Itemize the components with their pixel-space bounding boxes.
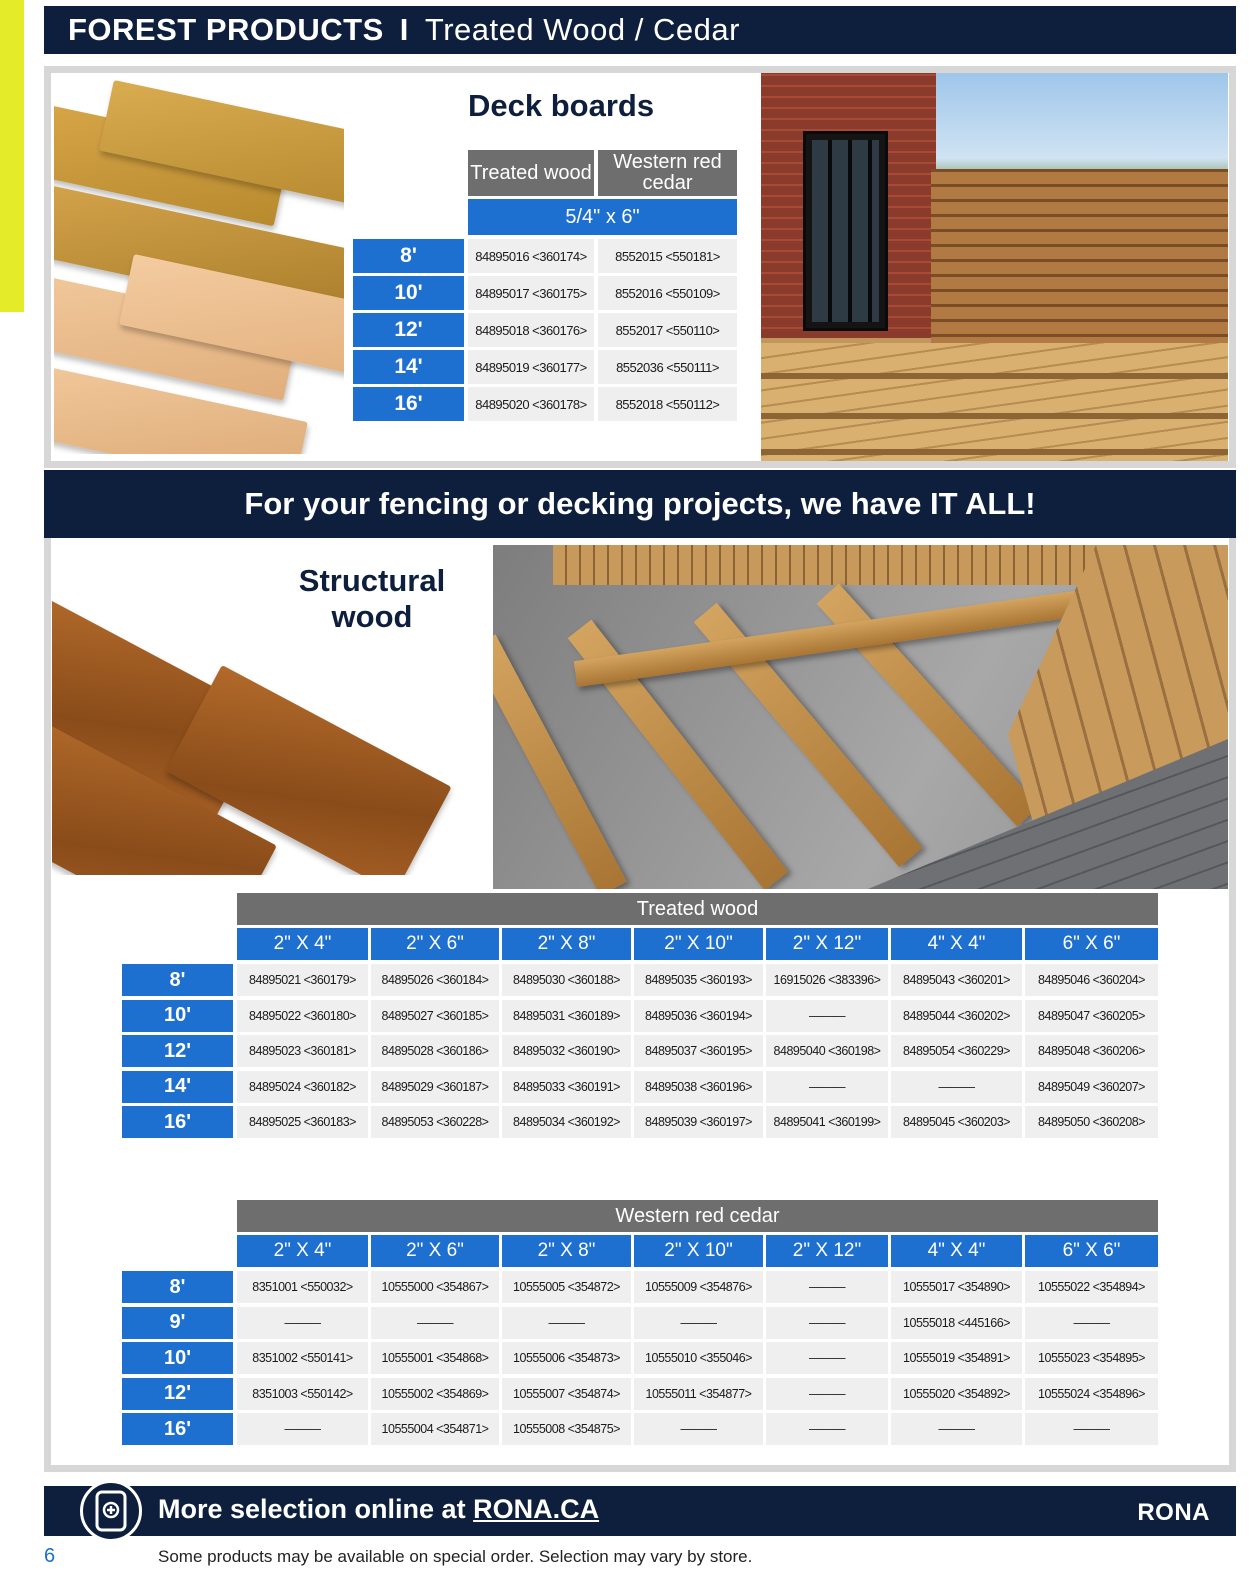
treated-cell: 84895021 <360179> <box>237 964 368 996</box>
online-shop-icon <box>80 1480 142 1542</box>
treated-cell: 84895027 <360185> <box>371 1000 499 1032</box>
deck-cell-treated: 84895018 <360176> <box>468 313 594 347</box>
treated-cell: 84895048 <360206> <box>1025 1035 1158 1067</box>
cedar-cell: 10555022 <354894> <box>1025 1271 1158 1303</box>
cedar-cell: 10555018 <445166> <box>891 1307 1022 1339</box>
deck-col-header-treated: Treated wood <box>468 150 594 196</box>
treated-cell: 84895030 <360188> <box>502 964 631 996</box>
cedar-cell: ——— <box>766 1307 888 1339</box>
treated-cell: 16915026 <383396> <box>766 964 888 996</box>
treated-cell: 84895022 <360180> <box>237 1000 368 1032</box>
deck-cell-treated: 84895016 <360174> <box>468 239 594 273</box>
treated-size-header: 2" X 4" <box>237 928 368 960</box>
cedar-cell: 10555009 <354876> <box>634 1271 763 1303</box>
treated-cell: 84895049 <360207> <box>1025 1071 1158 1103</box>
cedar-table-title: Western red cedar <box>237 1200 1158 1232</box>
treated-cell: 84895053 <360228> <box>371 1106 499 1138</box>
footer-cta <box>158 1494 599 1525</box>
treated-cell: 84895025 <360183> <box>237 1106 368 1138</box>
cedar-cell: ——— <box>634 1413 763 1445</box>
cedar-cell: ——— <box>1025 1413 1158 1445</box>
deck-boards-image <box>54 74 344 454</box>
cedar-size-header: 2" X 8" <box>502 1235 631 1267</box>
treated-cell: 84895036 <360194> <box>634 1000 763 1032</box>
treated-cell: 84895044 <360202> <box>891 1000 1022 1032</box>
treated-cell: 84895047 <360205> <box>1025 1000 1158 1032</box>
cedar-cell: 10555010 <355046> <box>634 1342 763 1374</box>
cedar-row-length: 8' <box>122 1271 233 1303</box>
deck-boards-title: Deck boards <box>468 88 655 123</box>
structural-title-line-1: Structural <box>298 563 446 598</box>
cedar-cell: 10555000 <354867> <box>371 1271 499 1303</box>
treated-size-header: 4" X 4" <box>891 928 1022 960</box>
treated-table-title: Treated wood <box>237 893 1158 925</box>
treated-cell: 84895054 <360229> <box>891 1035 1022 1067</box>
cedar-cell: 10555024 <354896> <box>1025 1378 1158 1410</box>
wood-fence <box>931 169 1228 349</box>
cedar-cell: 10555020 <354892> <box>891 1378 1022 1410</box>
cedar-cell: 10555005 <354872> <box>502 1271 631 1303</box>
page-header <box>44 6 1236 54</box>
treated-cell: 84895031 <360189> <box>502 1000 631 1032</box>
cedar-cell: 10555004 <354871> <box>371 1413 499 1445</box>
cedar-size-header: 2" X 12" <box>766 1235 888 1267</box>
cedar-cell: 10555007 <354874> <box>502 1378 631 1410</box>
cedar-cell: ——— <box>1025 1307 1158 1339</box>
deck-row-length: 12' <box>353 313 464 347</box>
treated-cell: 84895046 <360204> <box>1025 964 1158 996</box>
cedar-cell: 10555008 <354875> <box>502 1413 631 1445</box>
deck-cell-cedar: 8552018 <550112> <box>598 387 737 421</box>
deck-cell-cedar: 8552015 <550181> <box>598 239 737 273</box>
cedar-cell: ——— <box>766 1378 888 1410</box>
treated-row-length: 14' <box>122 1071 233 1103</box>
cedar-size-header: 4" X 4" <box>891 1235 1022 1267</box>
cedar-cell: 10555002 <354869> <box>371 1378 499 1410</box>
treated-cell: 84895023 <360181> <box>237 1035 368 1067</box>
treated-cell: 84895039 <360197> <box>634 1106 763 1138</box>
header-separator: I <box>399 12 409 47</box>
cedar-size-header: 2" X 6" <box>371 1235 499 1267</box>
structural-wood-title <box>280 563 464 635</box>
treated-size-header: 2" X 10" <box>634 928 763 960</box>
cedar-cell: ——— <box>502 1307 631 1339</box>
treated-cell: 84895028 <360186> <box>371 1035 499 1067</box>
treated-cell: 84895050 <360208> <box>1025 1106 1158 1138</box>
deck-row-length: 8' <box>353 239 464 273</box>
treated-cell: 84895045 <360203> <box>891 1106 1022 1138</box>
treated-size-header: 2" X 6" <box>371 928 499 960</box>
treated-cell: ——— <box>766 1000 888 1032</box>
deck-size-header: 5/4" x 6" <box>468 199 737 235</box>
cedar-cell: ——— <box>891 1413 1022 1445</box>
cedar-row-length: 16' <box>122 1413 233 1445</box>
patio-door <box>803 131 888 331</box>
treated-row-length: 10' <box>122 1000 233 1032</box>
cedar-cell: ——— <box>237 1307 368 1339</box>
treated-row-length: 16' <box>122 1106 233 1138</box>
deck-row-length: 10' <box>353 276 464 310</box>
cedar-cell: 8351003 <550142> <box>237 1378 368 1410</box>
deck-cell-cedar: 8552036 <550111> <box>598 350 737 384</box>
cedar-size-header: 2" X 4" <box>237 1235 368 1267</box>
deck-col-header-cedar: Western red cedar <box>598 150 737 196</box>
treated-cell: ——— <box>891 1071 1022 1103</box>
treated-size-header: 6" X 6" <box>1025 928 1158 960</box>
cedar-cell: 10555011 <354877> <box>634 1378 763 1410</box>
cedar-size-header: 2" X 10" <box>634 1235 763 1267</box>
deck-photo <box>761 73 1228 461</box>
deck-floor <box>761 343 1228 461</box>
treated-cell: 84895041 <360199> <box>766 1106 888 1138</box>
treated-cell: 84895032 <360190> <box>502 1035 631 1067</box>
deck-row-length: 16' <box>353 387 464 421</box>
treated-cell: 84895040 <360198> <box>766 1035 888 1067</box>
deck-cell-cedar: 8552016 <550109> <box>598 276 737 310</box>
treated-cell: 84895029 <360187> <box>371 1071 499 1103</box>
treated-size-header: 2" X 8" <box>502 928 631 960</box>
treated-cell: 84895026 <360184> <box>371 964 499 996</box>
cedar-size-header: 6" X 6" <box>1025 1235 1158 1267</box>
page-number: 6 <box>44 1545 56 1567</box>
treated-cell: 84895037 <360195> <box>634 1035 763 1067</box>
cedar-cell: ——— <box>371 1307 499 1339</box>
cedar-cell: ——— <box>766 1271 888 1303</box>
treated-cell: 84895035 <360193> <box>634 964 763 996</box>
structural-title-line-2: wood <box>331 599 413 634</box>
cedar-cell: 10555017 <354890> <box>891 1271 1022 1303</box>
disclaimer: Some products may be available on special order. Selection may vary by store. <box>158 1547 753 1566</box>
cedar-cell: 8351002 <550141> <box>237 1342 368 1374</box>
cedar-row-length: 10' <box>122 1342 233 1374</box>
cedar-row-length: 12' <box>122 1378 233 1410</box>
deck-cell-treated: 84895019 <360177> <box>468 350 594 384</box>
deck-cell-cedar: 8552017 <550110> <box>598 313 737 347</box>
treated-row-length: 12' <box>122 1035 233 1067</box>
rona-logo: RONA <box>1137 1499 1210 1526</box>
treated-cell: 84895024 <360182> <box>237 1071 368 1103</box>
deck-cell-treated: 84895017 <360175> <box>468 276 594 310</box>
rona-link[interactable]: RONA.CA <box>473 1494 600 1524</box>
cedar-row-length: 9' <box>122 1307 233 1339</box>
cedar-cell: 10555019 <354891> <box>891 1342 1022 1374</box>
deck-row-length: 14' <box>353 350 464 384</box>
cedar-cell: 8351001 <550032> <box>237 1271 368 1303</box>
cedar-cell: 10555001 <354868> <box>371 1342 499 1374</box>
cedar-cell: ——— <box>766 1413 888 1445</box>
footer-cta-prefix: More selection online at <box>158 1494 466 1524</box>
deck-cell-treated: 84895020 <360178> <box>468 387 594 421</box>
accent-bar <box>0 0 24 312</box>
header-category: FOREST PRODUCTS <box>68 12 384 47</box>
treated-cell: 84895043 <360201> <box>891 964 1022 996</box>
promo-banner: For your fencing or decking projects, we have IT ALL! <box>44 470 1236 538</box>
header-subtitle: Treated Wood / Cedar <box>424 12 740 47</box>
cedar-cell: ——— <box>766 1342 888 1374</box>
treated-size-header: 2" X 12" <box>766 928 888 960</box>
treated-cell: 84895038 <360196> <box>634 1071 763 1103</box>
cedar-cell: ——— <box>237 1413 368 1445</box>
treated-cell: 84895034 <360192> <box>502 1106 631 1138</box>
treated-cell: ——— <box>766 1071 888 1103</box>
cedar-cell: ——— <box>634 1307 763 1339</box>
treated-row-length: 8' <box>122 964 233 996</box>
cedar-cell: 10555006 <354873> <box>502 1342 631 1374</box>
cedar-cell: 10555023 <354895> <box>1025 1342 1158 1374</box>
treated-cell: 84895033 <360191> <box>502 1071 631 1103</box>
deck-framing-photo <box>493 545 1228 889</box>
